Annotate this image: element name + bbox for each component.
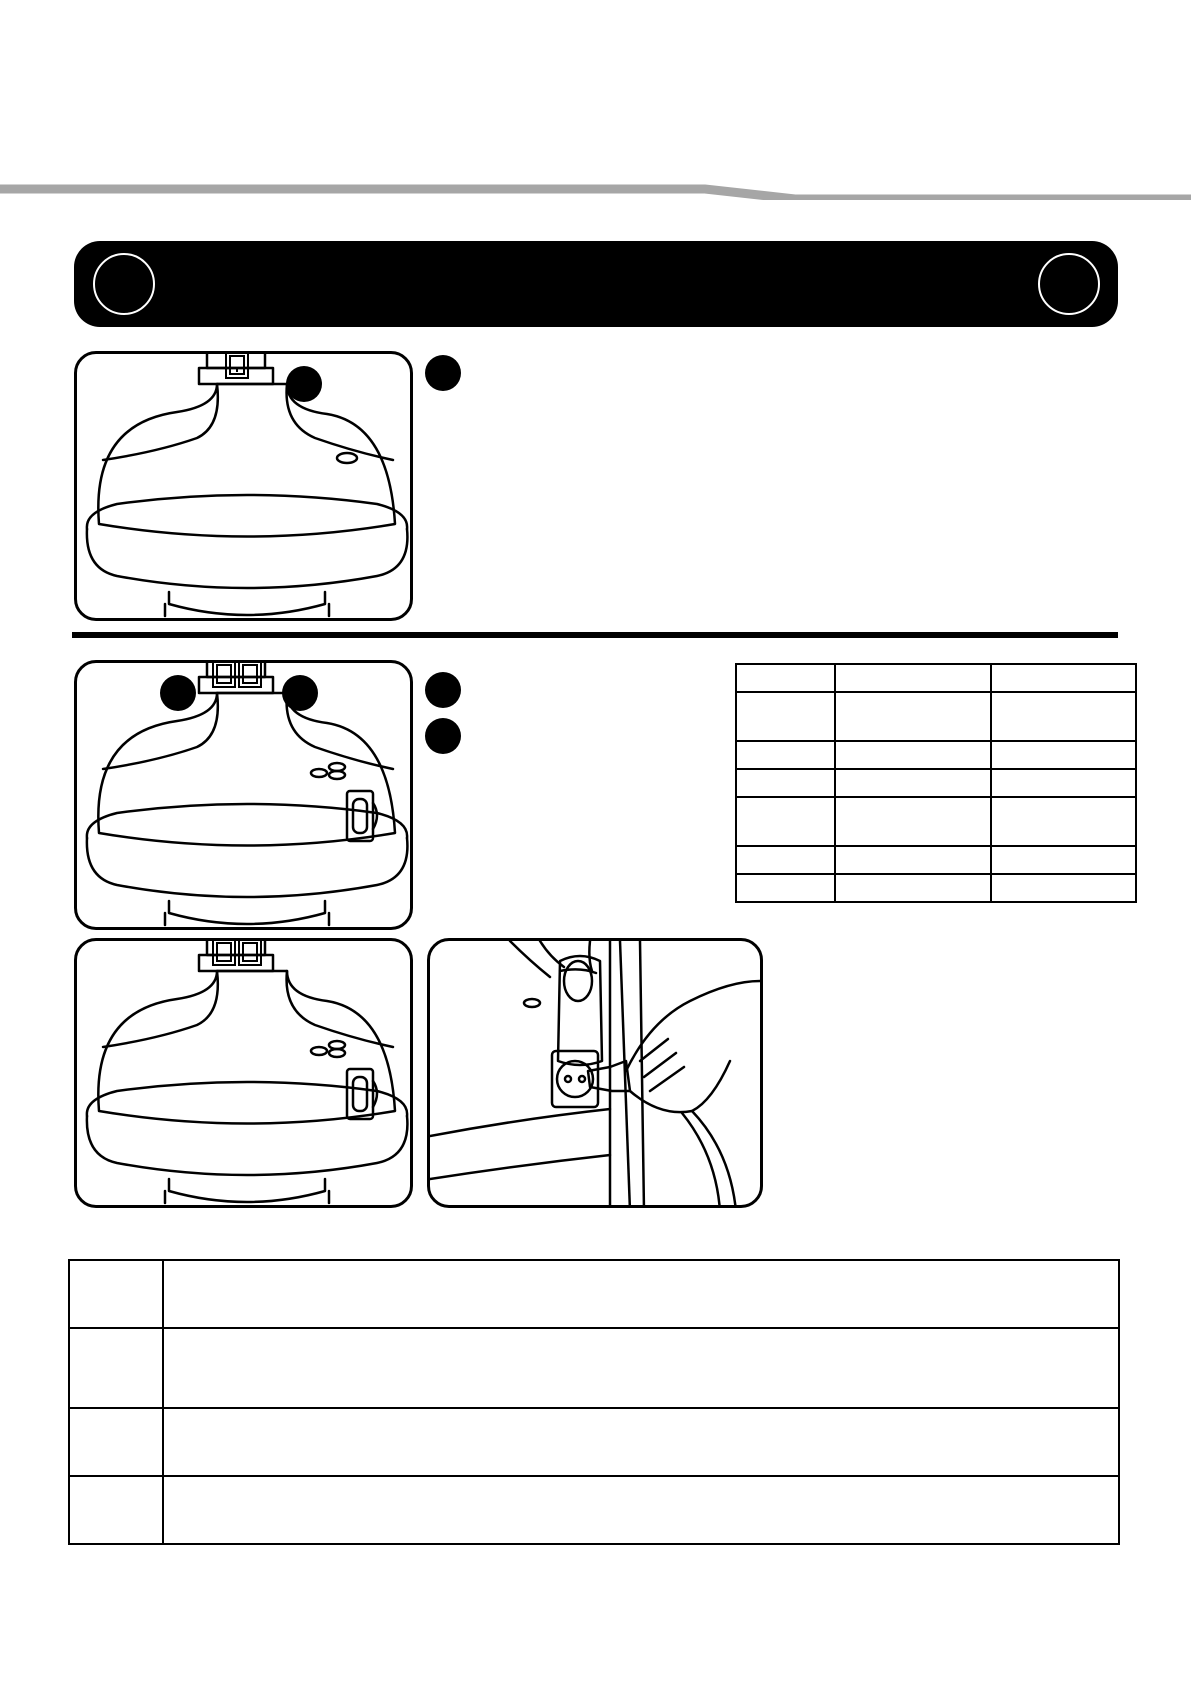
figure-2-callout-left bbox=[160, 675, 196, 711]
banner-left-ring bbox=[93, 253, 155, 315]
table-row bbox=[69, 1408, 1119, 1476]
table-row bbox=[69, 1260, 1119, 1328]
table-cell bbox=[736, 769, 835, 797]
table-cell bbox=[163, 1328, 1119, 1408]
table-cell bbox=[736, 846, 835, 874]
table-cell bbox=[736, 741, 835, 769]
banner-right-ring bbox=[1038, 253, 1100, 315]
table-row bbox=[736, 797, 1136, 846]
step-1-marker bbox=[425, 355, 461, 391]
figure-3-panel bbox=[74, 938, 413, 1208]
table-cell bbox=[163, 1260, 1119, 1328]
table-cell bbox=[991, 692, 1136, 741]
plugging-cable-into-socket-icon bbox=[430, 941, 763, 1208]
table-row bbox=[736, 846, 1136, 874]
figure-1-callout-marker bbox=[286, 366, 322, 402]
table-cell bbox=[991, 741, 1136, 769]
section-banner bbox=[74, 241, 1118, 327]
table-row bbox=[736, 874, 1136, 902]
table-cell bbox=[736, 692, 835, 741]
table-cell bbox=[991, 874, 1136, 902]
table-cell bbox=[835, 874, 991, 902]
table-row bbox=[69, 1476, 1119, 1544]
table-row bbox=[736, 692, 1136, 741]
figure-2-panel bbox=[74, 660, 413, 930]
table-cell bbox=[835, 741, 991, 769]
step-3-marker bbox=[425, 718, 461, 754]
table-cell bbox=[835, 846, 991, 874]
table-cell bbox=[736, 664, 835, 692]
table-cell bbox=[991, 797, 1136, 846]
table-cell bbox=[163, 1476, 1119, 1544]
table-cell bbox=[991, 846, 1136, 874]
vacuum-head-double-switch-socket-icon bbox=[77, 663, 413, 930]
table-cell bbox=[69, 1328, 163, 1408]
spec-table bbox=[735, 663, 1137, 903]
header-rule bbox=[0, 170, 1191, 200]
table-row bbox=[736, 741, 1136, 769]
table-cell bbox=[69, 1260, 163, 1328]
vacuum-head-single-switch-icon bbox=[77, 354, 413, 621]
section-divider bbox=[72, 632, 1118, 638]
step-2-marker bbox=[425, 672, 461, 708]
figure-4-panel bbox=[427, 938, 763, 1208]
table-cell bbox=[835, 692, 991, 741]
figure-1-panel bbox=[74, 351, 413, 621]
table-row bbox=[736, 769, 1136, 797]
table-cell bbox=[991, 664, 1136, 692]
table-cell bbox=[835, 769, 991, 797]
table-cell bbox=[736, 797, 835, 846]
table-cell bbox=[991, 769, 1136, 797]
figure-2-callout-right bbox=[282, 675, 318, 711]
description-table bbox=[68, 1259, 1120, 1545]
table-row bbox=[736, 664, 1136, 692]
table-cell bbox=[736, 874, 835, 902]
table-cell bbox=[835, 797, 991, 846]
table-cell bbox=[835, 664, 991, 692]
table-cell bbox=[163, 1408, 1119, 1476]
vacuum-head-double-switch-socket-icon bbox=[77, 941, 413, 1208]
table-cell bbox=[69, 1408, 163, 1476]
table-row bbox=[69, 1328, 1119, 1408]
table-cell bbox=[69, 1476, 163, 1544]
